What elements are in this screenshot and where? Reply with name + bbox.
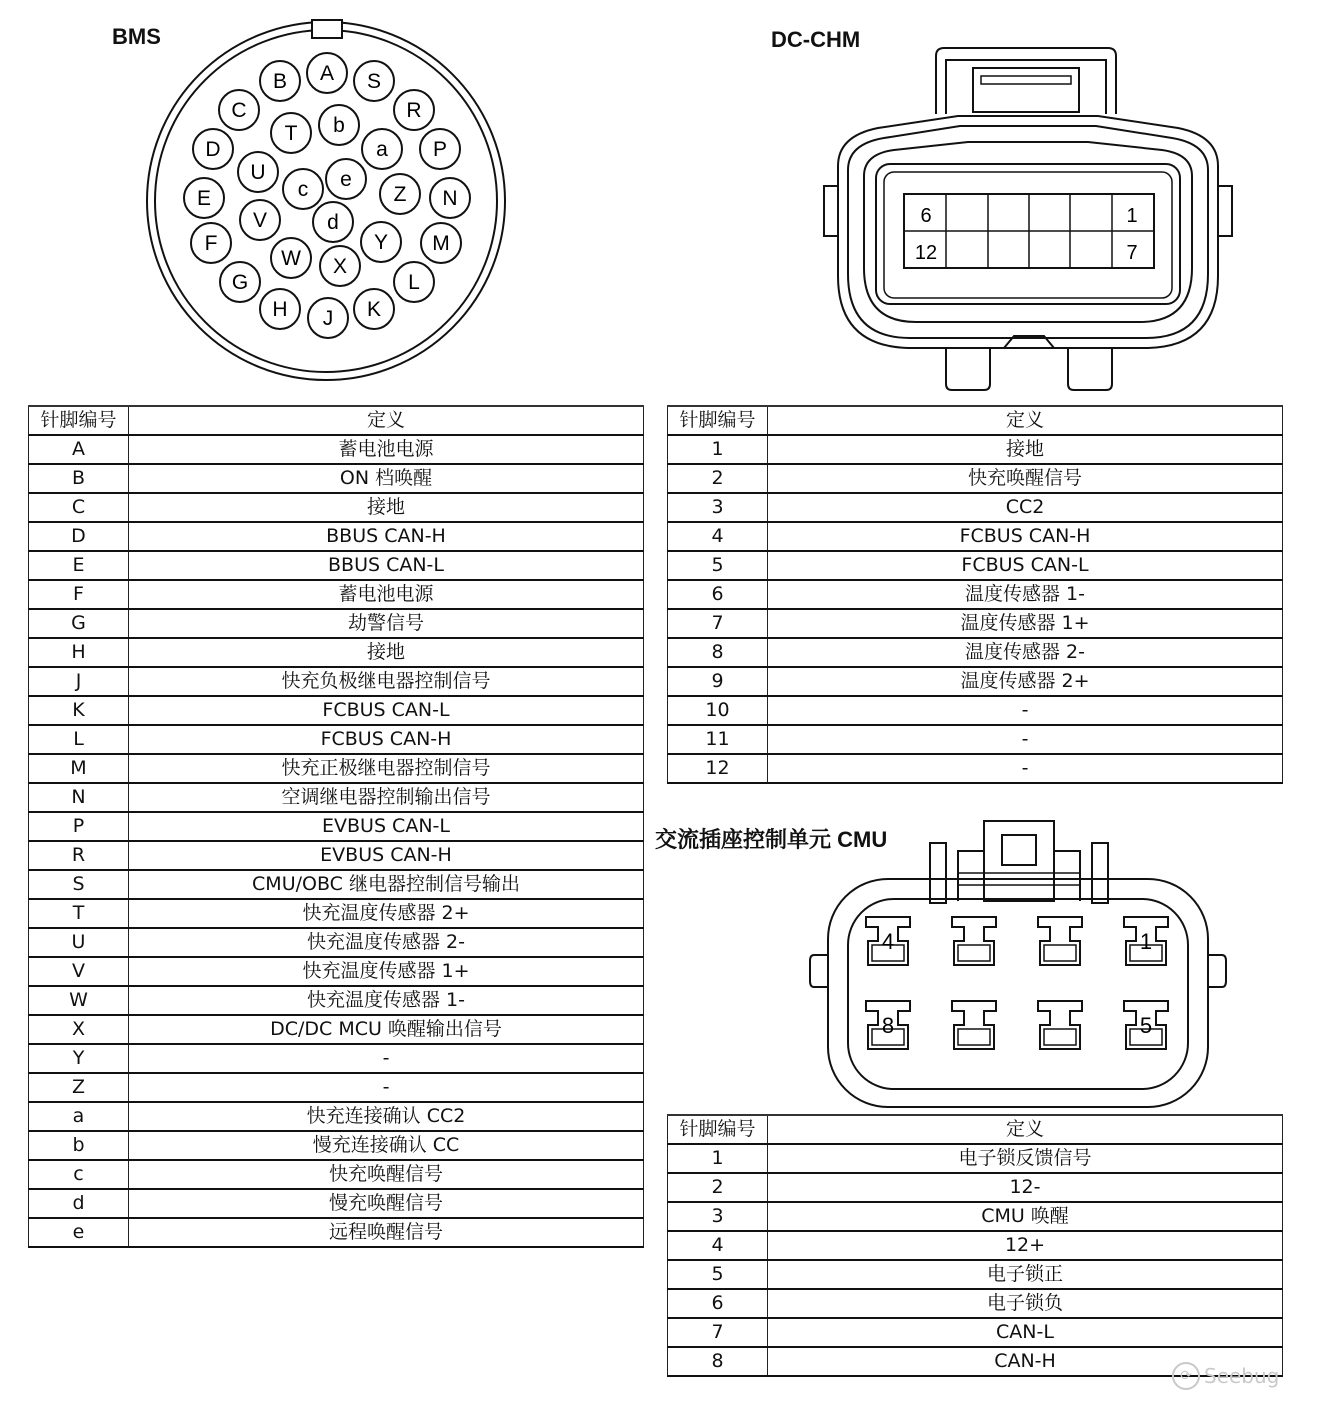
bms-pin-K: [354, 289, 394, 329]
bms-pin-table: [28, 405, 644, 1248]
bms-pin-label: D: [205, 138, 221, 161]
table-row: [29, 899, 644, 928]
bms-definition-cell: 远程唤醒信号: [129, 1218, 644, 1247]
table-row: [668, 435, 1283, 464]
bms-pin-cell: C: [29, 493, 129, 522]
table-row: [29, 1073, 644, 1102]
cmu-pin-cavity: [1124, 1001, 1168, 1049]
bms-pin-L: [394, 262, 434, 302]
bms-pin-cell: P: [29, 812, 129, 841]
bms-pin-A: [307, 53, 347, 93]
table-row: [29, 1102, 644, 1131]
bms-definition-cell: 快充温度传感器 2+: [129, 899, 644, 928]
dcchm-definition-cell: CC2: [768, 493, 1283, 522]
cmu-pin-cell: 8: [668, 1347, 768, 1376]
bms-pin-label: H: [272, 298, 288, 321]
cmu-pin-cavity: [866, 1001, 910, 1049]
bms-pin-cell: c: [29, 1160, 129, 1189]
cmu-pin-cell: 7: [668, 1318, 768, 1347]
dcchm-pin-cell: 1: [668, 435, 768, 464]
bms-pin-label: K: [366, 298, 382, 321]
cmu-definition-cell: 12+: [768, 1231, 1283, 1260]
table-row: [668, 464, 1283, 493]
dcchm-definition-cell: 温度传感器 2+: [768, 667, 1283, 696]
bms-pin-cell: Z: [29, 1073, 129, 1102]
bms-pin-label: Y: [373, 231, 389, 254]
table-row: [668, 522, 1283, 551]
bms-pin-cell: S: [29, 870, 129, 899]
bms-definition-cell: 快充温度传感器 1+: [129, 957, 644, 986]
table-row: [29, 1044, 644, 1073]
bms-definition-cell: BBUS CAN-L: [129, 551, 644, 580]
bms-pin-cell: R: [29, 841, 129, 870]
bms-definition-cell: EVBUS CAN-L: [129, 812, 644, 841]
table-header-definition: 定义: [129, 406, 644, 435]
dcchm-cell-1: 1: [1126, 205, 1138, 227]
bms-definition-cell: CMU/OBC 继电器控制信号输出: [129, 870, 644, 899]
table-row: [29, 1189, 644, 1218]
cmu-pin-cell: 3: [668, 1202, 768, 1231]
bms-pin-b: [319, 105, 359, 145]
bms-pin-label: T: [284, 122, 298, 145]
bms-definition-cell: 慢充连接确认 CC: [129, 1131, 644, 1160]
table-row: [29, 812, 644, 841]
cmu-pin-cavity: [866, 917, 910, 965]
bms-pin-label: N: [442, 187, 458, 210]
table-header-definition: 定义: [768, 1115, 1283, 1144]
dcchm-cell-12: 12: [914, 242, 938, 264]
bms-pin-label: c: [297, 178, 309, 201]
table-row: [29, 638, 644, 667]
dcchm-pin-table: [667, 405, 1283, 784]
bms-pin-cell: d: [29, 1189, 129, 1218]
bms-pin-G: [220, 262, 260, 302]
dcchm-pin-cell: 7: [668, 609, 768, 638]
bms-definition-cell: BBUS CAN-H: [129, 522, 644, 551]
table-row: [668, 667, 1283, 696]
bms-pin-H: [260, 289, 300, 329]
dcchm-definition-cell: 温度传感器 2-: [768, 638, 1283, 667]
dcchm-pin-cell: 6: [668, 580, 768, 609]
bms-pin-a: [362, 129, 402, 169]
bms-definition-cell: 接地: [129, 493, 644, 522]
cmu-pin-cell: 1: [668, 1144, 768, 1173]
bms-definition-cell: FCBUS CAN-H: [129, 725, 644, 754]
bms-pin-label: b: [333, 114, 345, 137]
table-row: [29, 928, 644, 957]
cmu-pin-cavity: [1124, 917, 1168, 965]
dcchm-title: DC-CHM: [771, 27, 861, 52]
bms-pin-e: [326, 159, 366, 199]
table-row: [29, 870, 644, 899]
bms-definition-cell: 蓄电池电源: [129, 435, 644, 464]
table-row: [668, 609, 1283, 638]
cmu-pin-cell: 4: [668, 1231, 768, 1260]
bms-pin-T: [271, 113, 311, 153]
cmu-pin-cavity: [1038, 1001, 1082, 1049]
bms-definition-cell: -: [129, 1073, 644, 1102]
dcchm-definition-cell: 温度传感器 1+: [768, 609, 1283, 638]
dcchm-pin-cell: 8: [668, 638, 768, 667]
dcchm-connector-diagram: [818, 46, 1238, 396]
bms-pin-label: J: [322, 307, 334, 330]
bms-definition-cell: ON 档唤醒: [129, 464, 644, 493]
cmu-definition-cell: 电子锁负: [768, 1289, 1283, 1318]
bms-pin-label: W: [281, 247, 301, 270]
table-header-pin: 针脚编号: [29, 406, 129, 435]
table-row: [29, 522, 644, 551]
bms-pin-cell: E: [29, 551, 129, 580]
watermark: [1172, 1362, 1279, 1390]
bms-pin-C: [219, 90, 259, 130]
bms-pin-label: E: [196, 187, 212, 210]
table-row: [29, 696, 644, 725]
cmu-pin-cavity: [952, 1001, 996, 1049]
table-row: [668, 580, 1283, 609]
bms-pin-D: [193, 129, 233, 169]
bms-pin-X: [320, 246, 360, 286]
bms-pin-cell: L: [29, 725, 129, 754]
bms-pin-cell: D: [29, 522, 129, 551]
bms-definition-cell: 快充正极继电器控制信号: [129, 754, 644, 783]
cmu-pin-cell: 5: [668, 1260, 768, 1289]
bms-pin-W: [271, 238, 311, 278]
bms-pin-label: L: [408, 271, 420, 294]
table-row: [668, 638, 1283, 667]
bms-pin-cell: M: [29, 754, 129, 783]
bms-pin-c: [283, 169, 323, 209]
bms-definition-cell: 接地: [129, 638, 644, 667]
dcchm-definition-cell: -: [768, 725, 1283, 754]
table-row: [29, 957, 644, 986]
table-row: [29, 754, 644, 783]
bms-pin-label: B: [272, 70, 288, 93]
bms-pin-label: M: [432, 232, 450, 255]
cmu-pin-label: 1: [1139, 929, 1153, 954]
bms-pin-N: [430, 178, 470, 218]
bms-definition-cell: 快充温度传感器 2-: [129, 928, 644, 957]
dcchm-definition-cell: FCBUS CAN-H: [768, 522, 1283, 551]
bms-definition-cell: DC/DC MCU 唤醒输出信号: [129, 1015, 644, 1044]
cmu-pin-label: 5: [1139, 1013, 1153, 1038]
dcchm-definition-cell: FCBUS CAN-L: [768, 551, 1283, 580]
bms-pin-cell: W: [29, 986, 129, 1015]
bms-pin-V: [240, 200, 280, 240]
table-row: [29, 725, 644, 754]
table-row: [668, 1260, 1283, 1289]
bms-pin-label: e: [340, 168, 352, 191]
cmu-pin-cell: 2: [668, 1173, 768, 1202]
cmu-title: 交流插座控制单元 CMU: [655, 827, 888, 852]
bms-pin-cell: F: [29, 580, 129, 609]
bms-pin-M: [421, 223, 461, 263]
bms-pin-cell: Y: [29, 1044, 129, 1073]
dcchm-pin-cell: 3: [668, 493, 768, 522]
bms-pin-cell: N: [29, 783, 129, 812]
bms-pin-label: P: [432, 138, 448, 161]
bms-pin-label: a: [376, 138, 388, 161]
bms-definition-cell: 快充温度传感器 1-: [129, 986, 644, 1015]
bms-pin-Z: [380, 174, 420, 214]
bms-pin-label: G: [231, 271, 249, 294]
dcchm-cell-6: 6: [920, 205, 932, 227]
bms-pin-U: [238, 152, 278, 192]
bms-definition-cell: -: [129, 1044, 644, 1073]
bms-pin-label: U: [250, 161, 266, 184]
cmu-pin-label: 8: [881, 1013, 895, 1038]
dcchm-pin-cell: 5: [668, 551, 768, 580]
bms-pin-E: [184, 178, 224, 218]
bms-pin-group: [184, 53, 470, 338]
dcchm-pin-cell: 11: [668, 725, 768, 754]
table-row: [29, 1015, 644, 1044]
table-row: [668, 1202, 1283, 1231]
bms-pin-cell: b: [29, 1131, 129, 1160]
dcchm-definition-cell: -: [768, 754, 1283, 783]
cmu-definition-cell: CAN-H: [768, 1347, 1283, 1376]
bms-pin-cell: K: [29, 696, 129, 725]
table-row: [29, 551, 644, 580]
bms-pin-label: S: [366, 70, 382, 93]
bms-definition-cell: EVBUS CAN-H: [129, 841, 644, 870]
dcchm-pin-cell: 4: [668, 522, 768, 551]
dcchm-pin-cell: 12: [668, 754, 768, 783]
cmu-pin-cell: 6: [668, 1289, 768, 1318]
cmu-definition-cell: 电子锁反馈信号: [768, 1144, 1283, 1173]
table-row: [668, 1144, 1283, 1173]
table-row: [29, 609, 644, 638]
table-row: [668, 1318, 1283, 1347]
bms-pin-cell: X: [29, 1015, 129, 1044]
table-row: [668, 551, 1283, 580]
bms-pin-d: [313, 202, 353, 242]
cmu-definition-cell: CAN-L: [768, 1318, 1283, 1347]
bms-pin-cell: A: [29, 435, 129, 464]
bms-definition-cell: 劫警信号: [129, 609, 644, 638]
bms-pin-label: d: [327, 211, 339, 234]
table-row: [29, 493, 644, 522]
bms-pin-B: [260, 61, 300, 101]
bms-definition-cell: 慢充唤醒信号: [129, 1189, 644, 1218]
cmu-pin-cavity: [952, 917, 996, 965]
bms-pin-cell: e: [29, 1218, 129, 1247]
table-row: [29, 580, 644, 609]
table-row: [668, 725, 1283, 754]
table-row: [29, 986, 644, 1015]
bms-pin-cell: T: [29, 899, 129, 928]
table-row: [29, 435, 644, 464]
table-header-pin: 针脚编号: [668, 406, 768, 435]
bms-connector-diagram: [140, 10, 512, 382]
table-row: [29, 667, 644, 696]
table-row: [29, 841, 644, 870]
table-header-definition: 定义: [768, 406, 1283, 435]
table-row: [668, 696, 1283, 725]
table-row: [668, 493, 1283, 522]
dcchm-cell-7: 7: [1126, 242, 1138, 264]
bms-pin-cell: a: [29, 1102, 129, 1131]
cmu-pin-label: 4: [881, 929, 895, 954]
bms-pin-cell: U: [29, 928, 129, 957]
bms-pin-P: [420, 129, 460, 169]
bms-pin-label: C: [231, 99, 247, 122]
bms-pin-cell: G: [29, 609, 129, 638]
dcchm-pin-cell: 10: [668, 696, 768, 725]
dcchm-pin-cell: 9: [668, 667, 768, 696]
table-row: [668, 1289, 1283, 1318]
bms-definition-cell: 快充连接确认 CC2: [129, 1102, 644, 1131]
table-row: [29, 1160, 644, 1189]
bms-pin-label: V: [252, 209, 268, 232]
bms-definition-cell: 蓄电池电源: [129, 580, 644, 609]
bms-pin-J: [308, 298, 348, 338]
bms-definition-cell: 快充唤醒信号: [129, 1160, 644, 1189]
dcchm-definition-cell: 接地: [768, 435, 1283, 464]
table-row: [29, 464, 644, 493]
dcchm-pin-cell: 2: [668, 464, 768, 493]
bms-pin-F: [191, 223, 231, 263]
bms-definition-cell: FCBUS CAN-L: [129, 696, 644, 725]
dcchm-definition-cell: 快充唤醒信号: [768, 464, 1283, 493]
bms-pin-R: [394, 90, 434, 130]
cmu-connector-diagram: [808, 815, 1228, 1115]
dcchm-definition-cell: -: [768, 696, 1283, 725]
cmu-definition-cell: 电子锁正: [768, 1260, 1283, 1289]
cmu-pin-table: [667, 1114, 1283, 1377]
bms-pin-label: A: [319, 62, 335, 85]
bms-pin-S: [354, 61, 394, 101]
watermark-text: Seebug: [1204, 1364, 1280, 1388]
bms-pin-Y: [361, 222, 401, 262]
table-row: [29, 1218, 644, 1247]
table-row: [668, 754, 1283, 783]
bms-pin-label: X: [332, 255, 348, 278]
cmu-pin-cavity: [1038, 917, 1082, 965]
dcchm-definition-cell: 温度传感器 1-: [768, 580, 1283, 609]
table-row: [668, 1173, 1283, 1202]
bms-pin-label: Z: [393, 183, 407, 206]
bms-pin-cell: V: [29, 957, 129, 986]
bms-pin-label: R: [406, 99, 422, 122]
bms-pin-cell: J: [29, 667, 129, 696]
table-row: [29, 783, 644, 812]
cmu-definition-cell: 12-: [768, 1173, 1283, 1202]
bms-definition-cell: 空调继电器控制输出信号: [129, 783, 644, 812]
bms-pin-label: F: [204, 232, 218, 255]
cmu-definition-cell: CMU 唤醒: [768, 1202, 1283, 1231]
bms-definition-cell: 快充负极继电器控制信号: [129, 667, 644, 696]
bms-pin-cell: H: [29, 638, 129, 667]
bms-pin-cell: B: [29, 464, 129, 493]
table-header-pin: 针脚编号: [668, 1115, 768, 1144]
seebug-logo-icon: ⟳: [1172, 1362, 1200, 1390]
cmu-pin-group: [866, 917, 1168, 1049]
table-row: [29, 1131, 644, 1160]
bms-title: BMS: [112, 24, 161, 49]
table-row: [668, 1231, 1283, 1260]
